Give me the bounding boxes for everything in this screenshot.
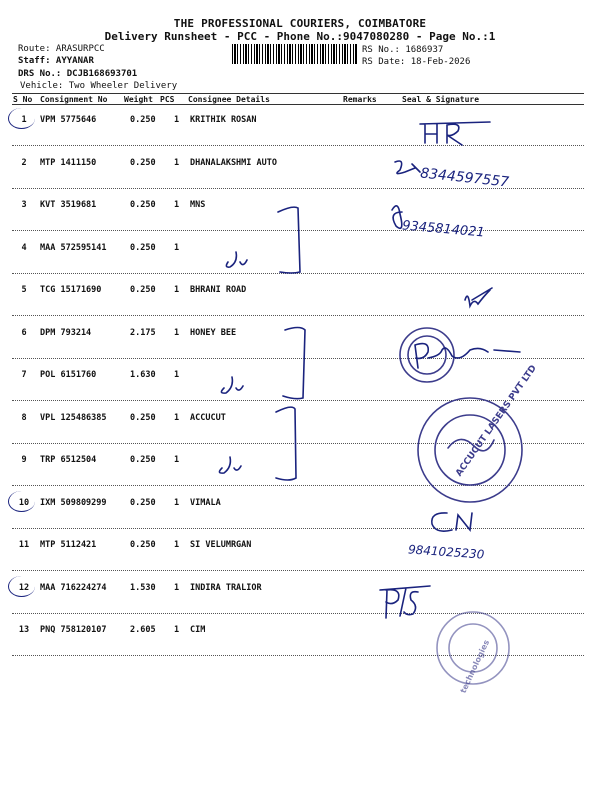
vehicle-label: Vehicle: Two Wheeler Delivery [20,81,178,91]
row-consignee: CIM [190,625,206,635]
col-consignee: Consignee Details [188,95,270,104]
drs-number: DRS No.: DCJB168693701 [18,69,138,79]
row-weight: 1.630 [130,370,156,380]
runsheet-subtitle: Delivery Runsheet - PCC - Phone No.:9047080280 - Page No.:1 [104,30,496,43]
ditto-mark-2 [221,377,243,393]
row-consignment-no: TCG 15171690 [40,285,102,295]
ditto-mark-1 [226,252,247,267]
row-pcs: 1 [174,455,180,465]
row-consignment-no: VPL 125486385 [40,412,107,423]
row-consignment-no: IXM 509809299 [40,497,107,508]
row-consignment-no: TRP 6512504 [40,455,97,465]
signature-row5 [465,288,492,306]
row-consignment-no: PNQ 758120107 [40,625,107,635]
row-pcs: 1 [174,285,180,295]
row-pcs: 1 [174,497,180,508]
row-weight: 0.250 [130,412,156,423]
col-weight: Weight [124,95,153,104]
row-pcs: 1 [174,540,180,550]
col-seal-signature: Seal & Signature [402,95,480,104]
row-consignee: DHANALAKSHMI AUTO [190,157,277,168]
row-consignee: KRITHIK ROSAN [190,115,257,125]
row-serial-number: 3 [21,200,27,210]
col-pcs: PCS [160,95,175,104]
row-consignment-no: KVT 3519681 [40,200,97,210]
row-consignee: ACCUCUT [190,412,226,423]
row-serial-number: 10 [18,497,30,508]
row-serial-number: 5 [21,285,27,295]
row-consignment-no: MTP 5112421 [40,540,97,550]
row-pcs: 1 [174,115,180,125]
row-serial-number: 12 [18,582,30,593]
phone-row3: 9345814021 [401,218,486,241]
row-consignee: HONEY BEE [190,327,237,338]
row-consignee: VIMALA [190,497,221,508]
signature-row2 [395,161,420,174]
phone-row2: 8344597557 [419,165,510,191]
rs-number: RS No.: 1686937 [362,45,444,55]
ditto-mark-3 [219,457,241,473]
row-consignment-no: POL 6151760 [40,370,97,380]
route-label: Route: ARASURPCC [18,44,105,54]
company-title: THE PROFESSIONAL COURIERS, COIMBATORE [173,17,427,30]
row-weight: 2.175 [130,327,156,338]
row-pcs: 1 [174,327,180,338]
ditto-bracket-1 [278,207,300,273]
row-pcs: 1 [174,370,180,380]
row-serial-number: 9 [21,455,27,465]
row-consignment-no: MAA 572595141 [40,242,107,253]
row-weight: 0.250 [130,115,156,125]
row-consignee: MNS [190,200,206,210]
row-serial-number: 1 [21,115,27,125]
row-consignee: BHRANI ROAD [190,285,247,295]
row-weight: 0.250 [130,540,156,550]
row-consignment-no: VPM 5775646 [40,115,97,125]
row-weight: 0.250 [130,455,156,465]
row-weight: 0.250 [130,242,156,253]
rs-date: RS Date: 18-Feb-2026 [362,57,471,67]
row-weight: 0.250 [130,285,156,295]
ditto-bracket-2 [283,328,305,399]
col-consignment: Consignment No [40,95,108,104]
row-weight: 2.605 [130,625,156,635]
row-pcs: 1 [174,242,180,253]
row-pcs: 1 [174,157,180,168]
row-serial-number: 13 [18,625,30,635]
ditto-bracket-3 [276,407,296,480]
row-consignment-no: MTP 1411150 [40,157,97,168]
staff-label: Staff: AYYANAR [18,56,94,66]
row-pcs: 1 [174,412,180,423]
col-remarks: Remarks [343,95,377,104]
row-consignment-no: MAA 716224274 [40,582,107,593]
row-consignment-no: DPM 793214 [40,327,92,338]
row-consignee: INDIRA TRALIOR [190,582,262,593]
phone-row11: 9841025230 [407,542,485,562]
row-pcs: 1 [174,625,180,635]
row-weight: 0.250 [130,497,156,508]
stamp-row13-text: technologies [458,638,492,695]
signature-row3 [392,206,402,228]
col-sno: S No [13,95,33,104]
row-serial-number: 11 [18,540,30,550]
row-weight: 0.250 [130,200,156,210]
row-serial-number: 2 [21,157,27,168]
row-serial-number: 4 [21,242,27,253]
signature-row6 [415,344,520,368]
row-serial-number: 6 [21,327,27,338]
row-pcs: 1 [174,582,180,593]
row-pcs: 1 [174,200,180,210]
row-serial-number: 8 [21,412,27,423]
row-serial-number: 7 [21,370,27,380]
row-consignee: SI VELUMRGAN [190,540,252,550]
row-weight: 0.250 [130,157,156,168]
row-weight: 1.530 [130,582,156,593]
stamp-accucut-text: ACCUCUT LASERS PVT LTD [454,363,539,479]
